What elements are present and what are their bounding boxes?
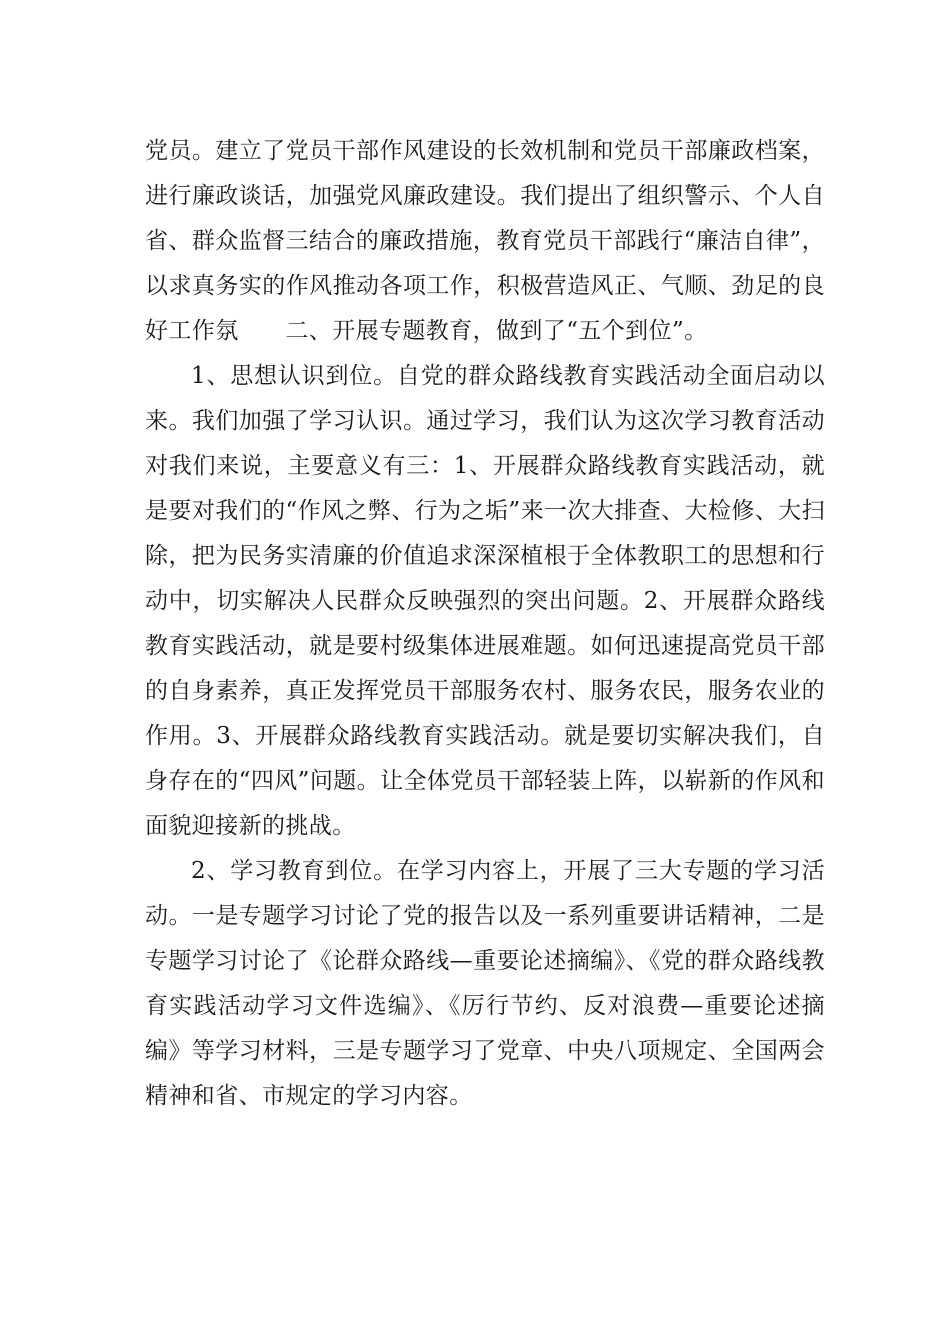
paragraph-study-education: 2、学习教育到位。在学习内容上，开展了三大专题的学习活动。一是专题学习讨论了党的报告以及一系列重要讲话精神，二是专题学习讨论了《论群众路线—重要论述摘编》、《党的群众路线教育实践活动学习文件选编》、《厉行节约、反对浪费—重要论述摘编》等学习材料，三是专题学习了党章、中央八项规定、全国两会精神和省、市规定的学习内容。 [145,858,825,1109]
paragraph-continuation: 党员。建立了党员干部作风建设的长效机制和党员干部廉政档案，进行廉政谈话，加强党风廉政建设。我们提出了组织警示、个人自省、群众监督三结合的廉政措施，教育党员干部践行“廉洁自律”，以求真务实的作风推动各项工作，积极营造风正、气顺、劲足的良好工作氛 二、开展专题教育，做到了“五个到位”。 [145,138,825,344]
document-body [145,129,825,1119]
paragraph-thought-awareness: 1、思想认识到位。自党的群众路线教育实践活动全面启动以来。我们加强了学习认识。通过学习，我们认为这次学习教育活动对我们来说，主要意义有三：1、开展群众路线教育实践活动，就是要对我们的“作风之弊、行为之垢”来一次大排查、大检修、大扫除，把为民务实清廉的价值追求深深植根于全体教职工的思想和行动中，切实解决人民群众反映强烈的突出问题。2、开展群众路线教育实践活动，就是要村级集体进展难题。如何迅速提高党员干部的自身素养，真正发挥党员干部服务农村、服务农民，服务农业的作用。3、开展群众路线教育实践活动。就是要切实解决我们，自身存在的“四风”问题。让全体党员干部轻装上阵，以崭新的作风和面貌迎接新的挑战。 [145,363,825,839]
